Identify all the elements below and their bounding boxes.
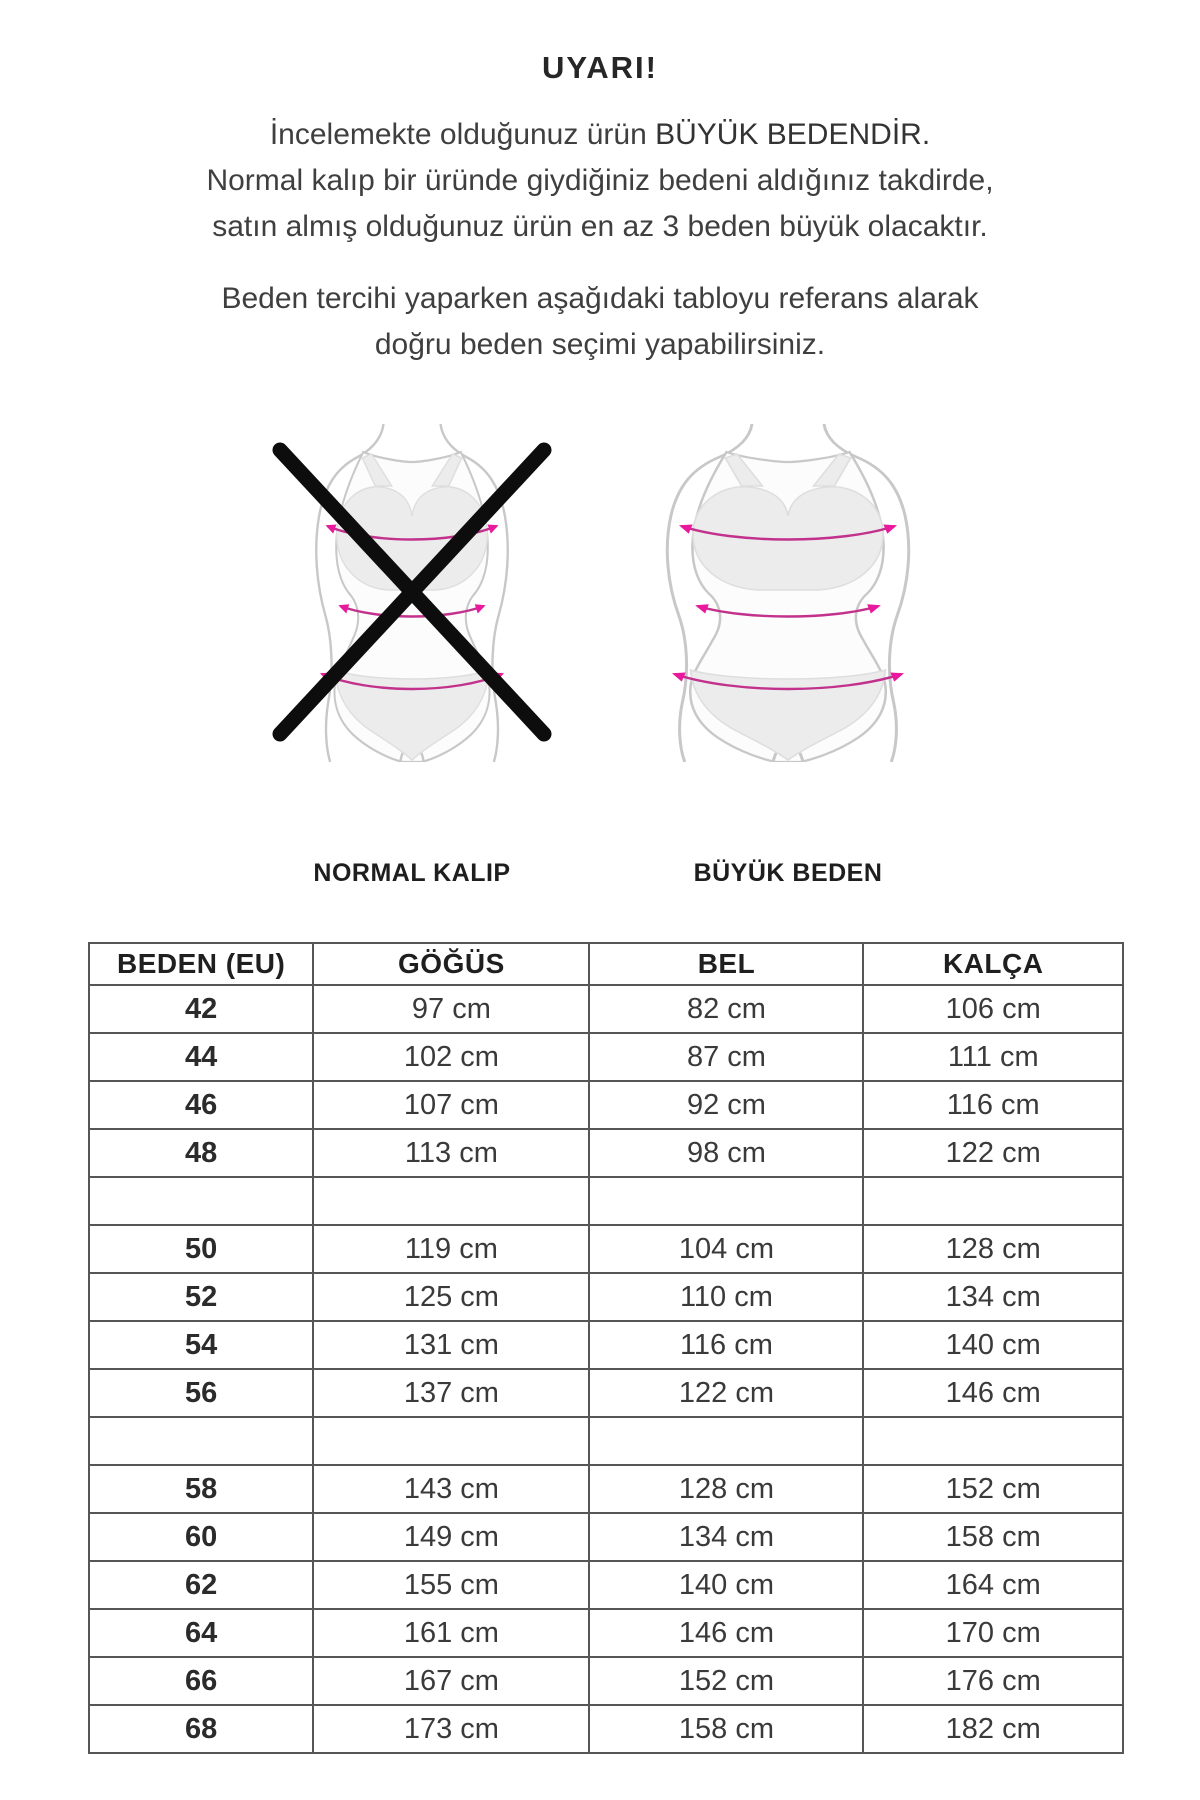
measurement-cell: 161 cm (313, 1609, 589, 1657)
size-row (89, 1465, 1123, 1513)
measurement-cell: 128 cm (863, 1225, 1123, 1273)
warning-line1-prefix: İncelemekte olduğunuz ürün (269, 118, 656, 151)
measurement-cell: 107 cm (313, 1081, 589, 1129)
size-row (89, 1129, 1123, 1177)
size-row (89, 1225, 1123, 1273)
measurement-cell: 158 cm (863, 1513, 1123, 1561)
measurement-cell: 149 cm (313, 1513, 589, 1561)
size-cell: 52 (89, 1273, 313, 1321)
measurement-cell: 87 cm (589, 1033, 863, 1081)
measurement-cell: 167 cm (313, 1657, 589, 1705)
measurement-cell: 170 cm (863, 1609, 1123, 1657)
measurement-cell (863, 1417, 1123, 1465)
figure-normal-fit (262, 422, 562, 888)
column-header: GÖĞÜS (313, 943, 589, 985)
size-row (89, 1705, 1123, 1753)
size-row (89, 1513, 1123, 1561)
measurement-cell: 173 cm (313, 1705, 589, 1753)
warning-line3: satın almış olduğunuz ürün en az 3 beden büyük olacaktır. (212, 210, 988, 243)
size-cell: 62 (89, 1561, 313, 1609)
size-cell: 46 (89, 1081, 313, 1129)
size-row (89, 1609, 1123, 1657)
measurement-cell (589, 1417, 863, 1465)
measurement-cell: 116 cm (589, 1321, 863, 1369)
measurement-cell: 128 cm (589, 1465, 863, 1513)
measurement-cell: 140 cm (863, 1321, 1123, 1369)
measurement-cell: 152 cm (863, 1465, 1123, 1513)
size-cell: 66 (89, 1657, 313, 1705)
size-row (89, 1273, 1123, 1321)
column-header: BEDEN (EU) (89, 943, 313, 985)
spacer-row (89, 1417, 1123, 1465)
warning-paragraph (0, 112, 1200, 250)
measurement-cell: 146 cm (863, 1369, 1123, 1417)
instruction-line1: Beden tercihi yaparken aşağıdaki tabloyu referans alarak (221, 282, 979, 315)
size-row (89, 1369, 1123, 1417)
column-header: BEL (589, 943, 863, 985)
size-cell: 54 (89, 1321, 313, 1369)
measurement-cell: 122 cm (589, 1369, 863, 1417)
measurement-cell: 182 cm (863, 1705, 1123, 1753)
measurement-cell: 92 cm (589, 1081, 863, 1129)
size-cell: 68 (89, 1705, 313, 1753)
measurement-cell: 122 cm (863, 1129, 1123, 1177)
measurement-cell: 137 cm (313, 1369, 589, 1417)
measurement-cell: 146 cm (589, 1609, 863, 1657)
instruction-line2: doğru beden seçimi yapabilirsiniz. (374, 328, 826, 361)
figures-row (0, 422, 1200, 888)
warning-line2: Normal kalıp bir üründe giydiğiniz bedeni aldığınız takdirde, (206, 164, 994, 197)
measurement-cell: 164 cm (863, 1561, 1123, 1609)
size-cell: 56 (89, 1369, 313, 1417)
measurement-cell: 106 cm (863, 985, 1123, 1033)
measurement-cell: 111 cm (863, 1033, 1123, 1081)
page-title: UYARI! (542, 50, 658, 85)
figure-caption-normal: NORMAL KALIP (313, 859, 511, 887)
size-cell: 44 (89, 1033, 313, 1081)
measurement-cell: 119 cm (313, 1225, 589, 1273)
plus-size-figure (638, 422, 938, 762)
warning-line1-emphasis: BÜYÜK BEDENDİR. (655, 118, 931, 151)
column-header: KALÇA (863, 943, 1123, 985)
measurement-cell: 158 cm (589, 1705, 863, 1753)
spacer-row (89, 1177, 1123, 1225)
size-cell: 42 (89, 985, 313, 1033)
measurement-cell: 82 cm (589, 985, 863, 1033)
size-row (89, 985, 1123, 1033)
measurement-cell: 102 cm (313, 1033, 589, 1081)
measurement-cell: 143 cm (313, 1465, 589, 1513)
size-cell: 50 (89, 1225, 313, 1273)
size-cell (89, 1177, 313, 1225)
size-cell (89, 1417, 313, 1465)
measurement-cell (313, 1417, 589, 1465)
measurement-cell: 113 cm (313, 1129, 589, 1177)
size-table (88, 942, 1124, 1754)
instruction-paragraph (0, 276, 1200, 368)
size-row (89, 1081, 1123, 1129)
measurement-cell: 134 cm (863, 1273, 1123, 1321)
measurement-cell: 131 cm (313, 1321, 589, 1369)
measurement-cell: 116 cm (863, 1081, 1123, 1129)
measurement-cell (589, 1177, 863, 1225)
size-cell: 58 (89, 1465, 313, 1513)
size-cell: 60 (89, 1513, 313, 1561)
size-row (89, 1033, 1123, 1081)
size-table-body (89, 985, 1123, 1753)
measurement-cell: 155 cm (313, 1561, 589, 1609)
size-cell: 48 (89, 1129, 313, 1177)
measurement-cell: 176 cm (863, 1657, 1123, 1705)
normal-fit-figure (262, 422, 562, 762)
measurement-cell: 110 cm (589, 1273, 863, 1321)
size-row (89, 1657, 1123, 1705)
measurement-cell: 134 cm (589, 1513, 863, 1561)
measurement-cell (863, 1177, 1123, 1225)
size-row (89, 1561, 1123, 1609)
figure-caption-plus: BÜYÜK BEDEN (693, 859, 883, 887)
measurement-cell: 97 cm (313, 985, 589, 1033)
measurement-cell (313, 1177, 589, 1225)
measurement-cell: 98 cm (589, 1129, 863, 1177)
size-row (89, 1321, 1123, 1369)
size-table-header-row (89, 943, 1123, 985)
size-cell: 64 (89, 1609, 313, 1657)
figure-plus-size (638, 422, 938, 888)
measurement-cell: 104 cm (589, 1225, 863, 1273)
measurement-cell: 152 cm (589, 1657, 863, 1705)
measurement-cell: 125 cm (313, 1273, 589, 1321)
measurement-cell: 140 cm (589, 1561, 863, 1609)
